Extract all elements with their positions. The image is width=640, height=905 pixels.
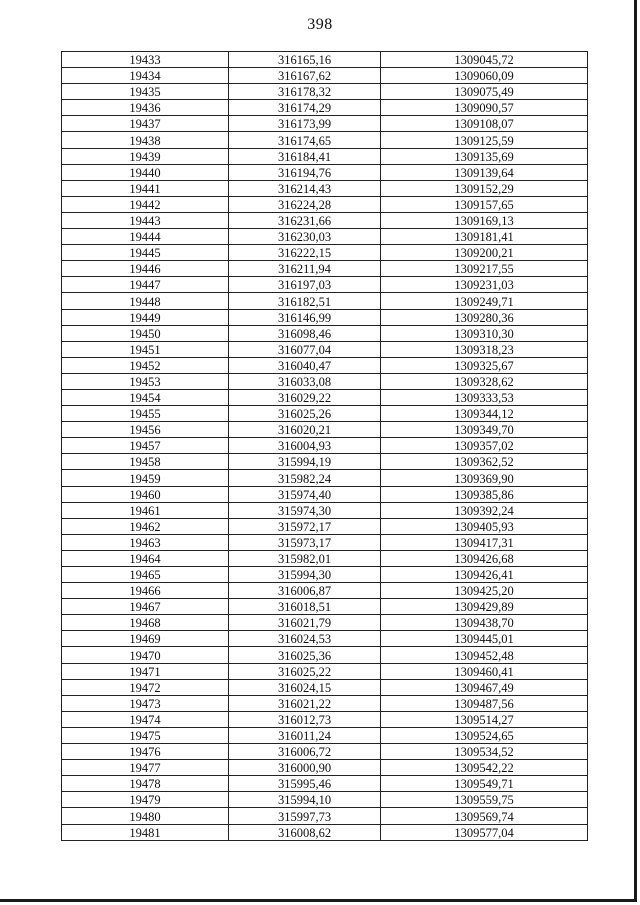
x-coordinate-cell: 316012,73: [229, 711, 381, 727]
y-coordinate-cell: 1309318,23: [381, 341, 588, 357]
table-row: [62, 567, 588, 583]
y-coordinate-cell: 1309135,69: [381, 148, 588, 164]
x-coordinate-cell: 316024,15: [229, 679, 381, 695]
y-coordinate-cell: 1309075,49: [381, 84, 588, 100]
table-row: [62, 180, 588, 196]
x-coordinate-cell: 316197,03: [229, 277, 381, 293]
x-coordinate-cell: 316230,03: [229, 229, 381, 245]
point-number-cell: 19440: [62, 164, 229, 180]
point-number-cell: 19472: [62, 679, 229, 695]
x-coordinate-cell: 315982,01: [229, 550, 381, 566]
table-row: [62, 373, 588, 389]
x-coordinate-cell: 316167,62: [229, 68, 381, 84]
table-row: [62, 293, 588, 309]
point-number-cell: 19441: [62, 180, 229, 196]
point-number-cell: 19476: [62, 744, 229, 760]
x-coordinate-cell: 316006,87: [229, 583, 381, 599]
point-number-cell: 19436: [62, 100, 229, 116]
table-row: [62, 52, 588, 68]
y-coordinate-cell: 1309487,56: [381, 695, 588, 711]
x-coordinate-cell: 316077,04: [229, 341, 381, 357]
table-row: [62, 647, 588, 663]
table-row: [62, 631, 588, 647]
x-coordinate-cell: 316214,43: [229, 180, 381, 196]
y-coordinate-cell: 1309385,86: [381, 486, 588, 502]
point-number-cell: 19463: [62, 534, 229, 550]
point-number-cell: 19437: [62, 116, 229, 132]
y-coordinate-cell: 1309577,04: [381, 824, 588, 840]
y-coordinate-cell: 1309467,49: [381, 679, 588, 695]
point-number-cell: 19457: [62, 438, 229, 454]
y-coordinate-cell: 1309060,09: [381, 68, 588, 84]
x-coordinate-cell: 316224,28: [229, 196, 381, 212]
x-coordinate-cell: 315995,46: [229, 776, 381, 792]
point-number-cell: 19453: [62, 373, 229, 389]
table-row: [62, 470, 588, 486]
point-number-cell: 19473: [62, 695, 229, 711]
y-coordinate-cell: 1309181,41: [381, 229, 588, 245]
table-row: [62, 212, 588, 228]
x-coordinate-cell: 316178,32: [229, 84, 381, 100]
y-coordinate-cell: 1309549,71: [381, 776, 588, 792]
y-coordinate-cell: 1309417,31: [381, 534, 588, 550]
y-coordinate-cell: 1309452,48: [381, 647, 588, 663]
x-coordinate-cell: 316182,51: [229, 293, 381, 309]
x-coordinate-cell: 316222,15: [229, 245, 381, 261]
table-row: [62, 116, 588, 132]
y-coordinate-cell: 1309569,74: [381, 808, 588, 824]
x-coordinate-cell: 315994,19: [229, 454, 381, 470]
y-coordinate-cell: 1309429,89: [381, 599, 588, 615]
point-number-cell: 19468: [62, 615, 229, 631]
table-row: [62, 261, 588, 277]
y-coordinate-cell: 1309139,64: [381, 164, 588, 180]
point-number-cell: 19447: [62, 277, 229, 293]
point-number-cell: 19465: [62, 567, 229, 583]
y-coordinate-cell: 1309425,20: [381, 583, 588, 599]
x-coordinate-cell: 316025,26: [229, 406, 381, 422]
y-coordinate-cell: 1309524,65: [381, 727, 588, 743]
x-coordinate-cell: 316033,08: [229, 373, 381, 389]
point-number-cell: 19438: [62, 132, 229, 148]
page-number: 398: [307, 16, 333, 33]
y-coordinate-cell: 1309534,52: [381, 744, 588, 760]
y-coordinate-cell: 1309460,41: [381, 663, 588, 679]
coordinates-table-body: [62, 52, 588, 841]
point-number-cell: 19434: [62, 68, 229, 84]
table-row: [62, 196, 588, 212]
y-coordinate-cell: 1309200,21: [381, 245, 588, 261]
y-coordinate-cell: 1309445,01: [381, 631, 588, 647]
y-coordinate-cell: 1309514,27: [381, 711, 588, 727]
point-number-cell: 19435: [62, 84, 229, 100]
y-coordinate-cell: 1309325,67: [381, 357, 588, 373]
y-coordinate-cell: 1309369,90: [381, 470, 588, 486]
y-coordinate-cell: 1309090,57: [381, 100, 588, 116]
y-coordinate-cell: 1309362,52: [381, 454, 588, 470]
x-coordinate-cell: 315973,17: [229, 534, 381, 550]
x-coordinate-cell: 316029,22: [229, 389, 381, 405]
table-row: [62, 389, 588, 405]
y-coordinate-cell: 1309231,03: [381, 277, 588, 293]
x-coordinate-cell: 316004,93: [229, 438, 381, 454]
y-coordinate-cell: 1309217,55: [381, 261, 588, 277]
y-coordinate-cell: 1309249,71: [381, 293, 588, 309]
table-row: [62, 679, 588, 695]
point-number-cell: 19477: [62, 760, 229, 776]
x-coordinate-cell: 316174,65: [229, 132, 381, 148]
x-coordinate-cell: 316011,24: [229, 727, 381, 743]
table-row: [62, 341, 588, 357]
point-number-cell: 19466: [62, 583, 229, 599]
table-row: [62, 357, 588, 373]
x-coordinate-cell: 316040,47: [229, 357, 381, 373]
point-number-cell: 19469: [62, 631, 229, 647]
x-coordinate-cell: 316008,62: [229, 824, 381, 840]
y-coordinate-cell: 1309310,30: [381, 325, 588, 341]
x-coordinate-cell: 316018,51: [229, 599, 381, 615]
table-row: [62, 824, 588, 840]
table-row: [62, 776, 588, 792]
y-coordinate-cell: 1309152,29: [381, 180, 588, 196]
y-coordinate-cell: 1309125,59: [381, 132, 588, 148]
table-row: [62, 615, 588, 631]
point-number-cell: 19461: [62, 502, 229, 518]
table-row: [62, 84, 588, 100]
table-row: [62, 599, 588, 615]
table-row: [62, 792, 588, 808]
table-row: [62, 727, 588, 743]
table-row: [62, 100, 588, 116]
x-coordinate-cell: 316173,99: [229, 116, 381, 132]
point-number-cell: 19449: [62, 309, 229, 325]
point-number-cell: 19471: [62, 663, 229, 679]
table-row: [62, 148, 588, 164]
x-coordinate-cell: 316184,41: [229, 148, 381, 164]
y-coordinate-cell: 1309392,24: [381, 502, 588, 518]
table-row: [62, 583, 588, 599]
y-coordinate-cell: 1309438,70: [381, 615, 588, 631]
point-number-cell: 19448: [62, 293, 229, 309]
x-coordinate-cell: 315974,40: [229, 486, 381, 502]
point-number-cell: 19445: [62, 245, 229, 261]
y-coordinate-cell: 1309357,02: [381, 438, 588, 454]
y-coordinate-cell: 1309108,07: [381, 116, 588, 132]
table-row: [62, 68, 588, 84]
table-row: [62, 550, 588, 566]
table-row: [62, 663, 588, 679]
y-coordinate-cell: 1309344,12: [381, 406, 588, 422]
point-number-cell: 19459: [62, 470, 229, 486]
x-coordinate-cell: 316000,90: [229, 760, 381, 776]
x-coordinate-cell: 316146,99: [229, 309, 381, 325]
point-number-cell: 19480: [62, 808, 229, 824]
table-row: [62, 245, 588, 261]
y-coordinate-cell: 1309328,62: [381, 373, 588, 389]
y-coordinate-cell: 1309426,68: [381, 550, 588, 566]
point-number-cell: 19464: [62, 550, 229, 566]
table-row: [62, 406, 588, 422]
table-row: [62, 309, 588, 325]
y-coordinate-cell: 1309157,65: [381, 196, 588, 212]
point-number-cell: 19450: [62, 325, 229, 341]
table-row: [62, 454, 588, 470]
y-coordinate-cell: 1309169,13: [381, 212, 588, 228]
table-row: [62, 486, 588, 502]
y-coordinate-cell: 1309405,93: [381, 518, 588, 534]
x-coordinate-cell: 315994,10: [229, 792, 381, 808]
point-number-cell: 19478: [62, 776, 229, 792]
x-coordinate-cell: 316025,22: [229, 663, 381, 679]
point-number-cell: 19454: [62, 389, 229, 405]
table-row: [62, 744, 588, 760]
x-coordinate-cell: 316174,29: [229, 100, 381, 116]
table-row: [62, 518, 588, 534]
x-coordinate-cell: 315994,30: [229, 567, 381, 583]
table-row: [62, 808, 588, 824]
x-coordinate-cell: 316231,66: [229, 212, 381, 228]
table-row: [62, 132, 588, 148]
x-coordinate-cell: 316098,46: [229, 325, 381, 341]
x-coordinate-cell: 315972,17: [229, 518, 381, 534]
table-row: [62, 277, 588, 293]
point-number-cell: 19439: [62, 148, 229, 164]
x-coordinate-cell: 316194,76: [229, 164, 381, 180]
x-coordinate-cell: 315997,73: [229, 808, 381, 824]
x-coordinate-cell: 316021,79: [229, 615, 381, 631]
point-number-cell: 19460: [62, 486, 229, 502]
table-row: [62, 695, 588, 711]
table-row: [62, 422, 588, 438]
y-coordinate-cell: 1309426,41: [381, 567, 588, 583]
x-coordinate-cell: 316025,36: [229, 647, 381, 663]
y-coordinate-cell: 1309349,70: [381, 422, 588, 438]
table-row: [62, 760, 588, 776]
x-coordinate-cell: 316006,72: [229, 744, 381, 760]
y-coordinate-cell: 1309542,22: [381, 760, 588, 776]
x-coordinate-cell: 316165,16: [229, 52, 381, 68]
point-number-cell: 19481: [62, 824, 229, 840]
y-coordinate-cell: 1309280,36: [381, 309, 588, 325]
table-row: [62, 534, 588, 550]
coordinates-table: [61, 51, 588, 841]
point-number-cell: 19470: [62, 647, 229, 663]
table-row: [62, 164, 588, 180]
x-coordinate-cell: 316211,94: [229, 261, 381, 277]
y-coordinate-cell: 1309045,72: [381, 52, 588, 68]
x-coordinate-cell: 315974,30: [229, 502, 381, 518]
table-row: [62, 325, 588, 341]
table-row: [62, 502, 588, 518]
x-coordinate-cell: 316021,22: [229, 695, 381, 711]
x-coordinate-cell: 315982,24: [229, 470, 381, 486]
point-number-cell: 19474: [62, 711, 229, 727]
point-number-cell: 19452: [62, 357, 229, 373]
table-row: [62, 438, 588, 454]
point-number-cell: 19446: [62, 261, 229, 277]
table-row: [62, 711, 588, 727]
point-number-cell: 19451: [62, 341, 229, 357]
point-number-cell: 19443: [62, 212, 229, 228]
point-number-cell: 19456: [62, 422, 229, 438]
point-number-cell: 19455: [62, 406, 229, 422]
point-number-cell: 19458: [62, 454, 229, 470]
point-number-cell: 19433: [62, 52, 229, 68]
x-coordinate-cell: 316024,53: [229, 631, 381, 647]
point-number-cell: 19444: [62, 229, 229, 245]
y-coordinate-cell: 1309559,75: [381, 792, 588, 808]
table-row: [62, 229, 588, 245]
point-number-cell: 19475: [62, 727, 229, 743]
y-coordinate-cell: 1309333,53: [381, 389, 588, 405]
x-coordinate-cell: 316020,21: [229, 422, 381, 438]
point-number-cell: 19467: [62, 599, 229, 615]
point-number-cell: 19462: [62, 518, 229, 534]
point-number-cell: 19442: [62, 196, 229, 212]
point-number-cell: 19479: [62, 792, 229, 808]
